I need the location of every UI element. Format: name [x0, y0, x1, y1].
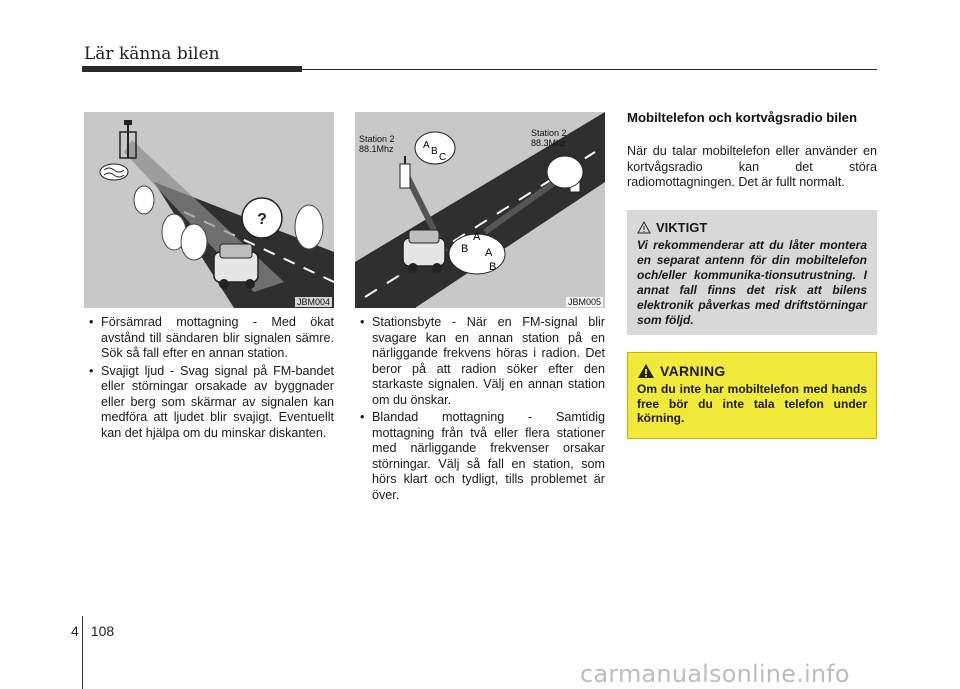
warning-triangle-icon — [637, 221, 651, 234]
figure-code: JBM005 — [567, 297, 601, 307]
station-switch-illustration — [355, 112, 605, 308]
svg-text:A: A — [473, 231, 481, 243]
section-text: När du talar mobiltelefon eller använder en kortvågsradio kan det störa radiomottagningen. Det är fullt normalt. — [627, 144, 877, 189]
section-number: 4 — [71, 623, 79, 639]
chapter-title: Lär känna bilen — [84, 44, 220, 64]
svg-text:A: A — [485, 247, 493, 259]
car-icon — [214, 244, 258, 289]
bullet-item: • Svajigt ljud - Svag signal på FM-bandet eller störningar orsakade av byggnader eller berg som skärmar av signalen kan medföra att ljudet blir svajigt. Eventuellt kan det hjälpa om du minskar diskanten. — [84, 364, 334, 442]
bullet-list-middle — [355, 315, 605, 505]
station-right-label: Station 2 — [531, 128, 567, 138]
station-left-label: Station 2 — [359, 134, 395, 144]
figure-station-switch — [355, 112, 605, 308]
figure-code: JBM004 — [296, 297, 330, 307]
warning-triangle-filled-icon — [637, 363, 655, 379]
page-number-value: 108 — [90, 623, 115, 639]
radio-tower-left-icon — [400, 156, 410, 188]
title-bar-line — [302, 69, 877, 70]
important-note-body: Vi rekommenderar att du låter montera en separat antenn för din mobiltelefon och/eller kommunika-tionsutrustning. I annat fall finns det risk att bilens elektronik påverkas med driftstörningar som följd. — [637, 238, 867, 327]
freq-left-label: 88.1Mhz — [359, 144, 394, 154]
watermark: carmanualsonline.info — [580, 660, 850, 688]
warning-body: Om du inte har mobiltelefon med hands free bör du inte tala telefon under körning. — [637, 382, 867, 425]
svg-text:B: B — [461, 243, 469, 255]
svg-text:A: A — [423, 140, 430, 151]
svg-text:B: B — [489, 261, 497, 273]
section-heading: Mobiltelefon och kortvågsradio bilen — [627, 110, 858, 125]
bullet-item: • Stationsbyte - När en FM-signal blir svagare kan en annan station på en närliggande frekvens höras i radion. Det beror på att radion söker efter den starkaste signalen. Välj en annan station om du önskar. — [355, 315, 605, 408]
weak-reception-illustration — [84, 112, 334, 308]
title-bar-dark — [82, 66, 302, 72]
important-note-title: VIKTIGT — [656, 220, 708, 235]
important-note-box — [627, 210, 877, 335]
car-icon — [403, 230, 445, 273]
svg-text:C: C — [439, 152, 447, 163]
question-sign-icon — [242, 198, 282, 238]
freq-right-label: 88.3Mhz — [531, 138, 566, 148]
warning-title: VARNING — [660, 363, 726, 379]
svg-text:?: ? — [257, 211, 267, 228]
bullet-list-left — [84, 315, 334, 443]
figure-weak-reception — [84, 112, 334, 308]
bullet-item: • Försämrad mottagning - Med ökat avstånd till sändaren blir signalen sämre. Sök så fall efter en annan station. — [84, 315, 334, 362]
svg-text:B: B — [431, 146, 438, 157]
warning-box — [627, 352, 877, 439]
page-number — [71, 623, 114, 639]
bullet-item: • Blandad mottagning - Samtidig mottagning från två eller flera stationer med närliggande frekvenser orsakar störningar. Välj så fall en station, som hörs klart och tydligt, tills problemet är över. — [355, 410, 605, 503]
